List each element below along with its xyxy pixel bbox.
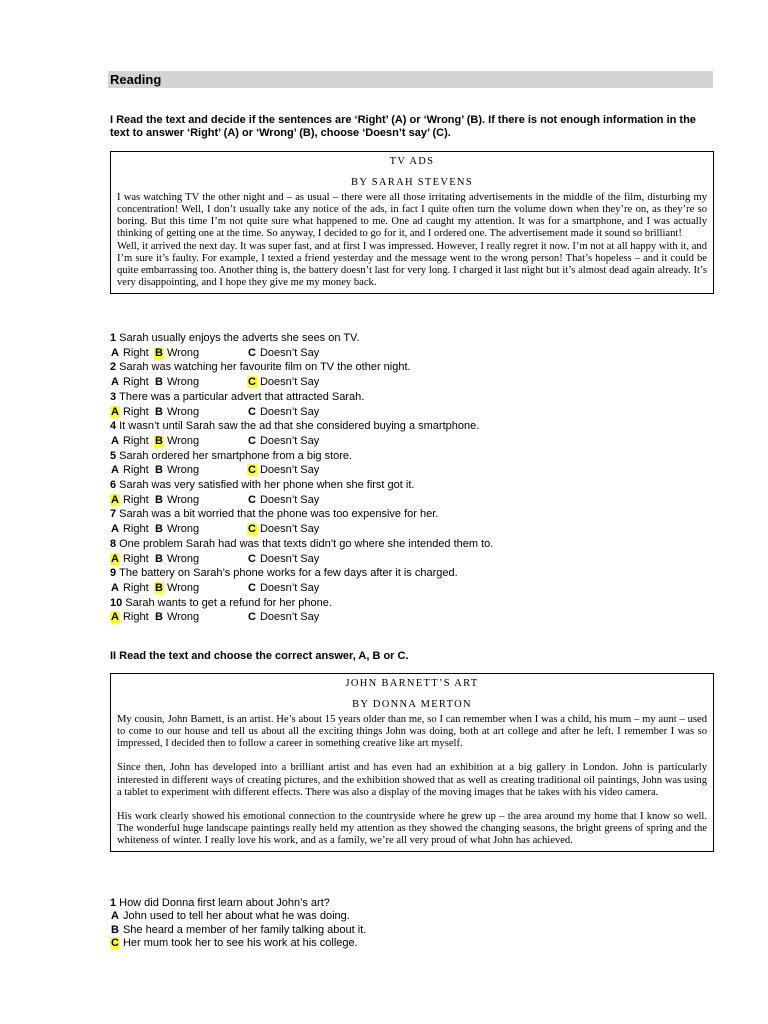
option-label: Right: [122, 493, 149, 506]
option-a[interactable]: [110, 375, 154, 390]
option-a[interactable]: [110, 463, 154, 478]
question-text: How did Donna first learn about John’s art?: [119, 897, 330, 909]
option-a[interactable]: [110, 434, 154, 449]
question-line: [110, 596, 715, 611]
option-a[interactable]: [110, 346, 154, 361]
answer-options: [110, 434, 715, 449]
option-letter: A: [111, 581, 119, 594]
option-letter: C: [248, 581, 256, 594]
john-barnett-title: JOHN BARNETT’S ART: [345, 678, 479, 689]
option-c[interactable]: [247, 463, 319, 478]
option-text: She heard a member of her family talking about it.: [122, 923, 367, 936]
option-label: Doesn’t Say: [259, 493, 320, 506]
answer-options: [110, 493, 715, 508]
option-c[interactable]: [247, 552, 319, 567]
answer-options: [110, 610, 715, 625]
option-letter: A: [111, 434, 119, 447]
question-text: The battery on Sarah’s phone works for a few days after it is charged.: [119, 567, 458, 580]
question-number: 2: [110, 361, 117, 374]
option-label: Right: [122, 581, 149, 594]
option-c[interactable]: [247, 610, 319, 625]
option-letter: A: [111, 464, 119, 477]
option-letter: B: [155, 346, 163, 359]
option-letter: B: [155, 611, 163, 624]
question-line: [110, 390, 715, 405]
john-barnett-paragraph: My cousin, John Barnett, is an artist. He’s about 15 years older than me, so I can remember when I was a child, his mum – my aunt – used to come to our house and tell us about all the exciting things John was doing, both at art college and after he left. I remember I was so impressed, I decided then to follow a career in something creative like art myself.: [117, 714, 707, 750]
option-a[interactable]: [110, 910, 715, 923]
option-b[interactable]: [110, 924, 715, 937]
answer-options: [110, 910, 715, 950]
question-number: 9: [110, 567, 117, 580]
option-letter: A: [111, 405, 119, 418]
question-text: Sarah ordered her smartphone from a big store.: [119, 449, 353, 462]
question-line: [110, 331, 715, 346]
option-label: Right: [122, 376, 149, 389]
part1-instruction: I Read the text and decide if the sentences are ‘Right’ (A) or ‘Wrong’ (B). If there is not enough information in the text to answer ‘Right’ (A) or ‘Wrong’ (B), choose ‘Doesn’t say’ (C).: [110, 114, 696, 139]
option-letter: A: [111, 493, 119, 506]
option-letter: B: [155, 405, 163, 418]
option-label: Right: [122, 346, 149, 359]
option-label: Wrong: [166, 434, 200, 447]
option-text: Her mum took her to see his work at his college.: [122, 936, 358, 949]
option-letter: B: [155, 493, 163, 506]
question-number: 10: [110, 596, 123, 609]
question-number: 1: [110, 332, 117, 344]
option-label: Doesn’t Say: [259, 581, 320, 594]
option-label: Wrong: [166, 346, 200, 359]
option-label: Wrong: [166, 552, 200, 565]
option-c[interactable]: [247, 434, 319, 449]
question-line: [110, 419, 715, 434]
answer-options: [110, 581, 715, 596]
question-line: [110, 897, 715, 910]
john-barnett-author: BY DONNA MERTON: [352, 699, 472, 711]
option-a[interactable]: [110, 610, 154, 625]
option-letter: B: [111, 923, 119, 936]
option-letter: C: [248, 346, 256, 359]
option-label: Doesn’t Say: [259, 523, 320, 536]
question-text: Sarah was watching her favourite film on TV the other night.: [119, 361, 411, 374]
option-letter: A: [111, 611, 119, 624]
question-text: It wasn’t until Sarah saw the ad that she considered buying a smartphone.: [119, 420, 480, 433]
question-number: 3: [110, 390, 117, 403]
question-line: [110, 566, 715, 581]
option-letter: B: [155, 552, 163, 565]
option-label: Doesn’t Say: [259, 346, 320, 359]
option-c[interactable]: [247, 346, 319, 361]
option-b[interactable]: [154, 375, 247, 390]
option-letter: B: [155, 434, 163, 447]
question-line: [110, 478, 715, 493]
option-label: Right: [122, 434, 149, 447]
option-label: Doesn’t Say: [259, 405, 320, 418]
option-b[interactable]: [154, 552, 247, 567]
option-label: Wrong: [166, 405, 200, 418]
option-label: Doesn’t Say: [259, 464, 320, 477]
option-letter: B: [155, 464, 163, 477]
option-label: Right: [122, 464, 149, 477]
answer-options: [110, 463, 715, 478]
option-letter: A: [111, 552, 119, 565]
tv-ads-author: BY SARAH STEVENS: [351, 177, 473, 189]
question-text: Sarah was a bit worried that the phone was too expensive for her.: [119, 508, 439, 521]
question-text: There was a particular advert that attracted Sarah.: [119, 390, 365, 403]
option-label: Wrong: [166, 464, 200, 477]
option-letter: C: [248, 611, 256, 624]
option-letter: B: [155, 376, 163, 389]
question-text: Sarah wants to get a refund for her phone.: [125, 596, 332, 609]
option-letter: C: [248, 434, 256, 447]
question-number: 5: [110, 449, 117, 462]
option-letter: A: [111, 376, 119, 389]
option-letter: C: [248, 493, 256, 506]
option-c[interactable]: [247, 522, 319, 537]
answer-options: [110, 405, 715, 420]
part2-instruction: II Read the text and choose the correct answer, A, B or C.: [110, 650, 409, 662]
question-number: 4: [110, 420, 117, 433]
option-letter: A: [111, 523, 119, 536]
option-b[interactable]: [154, 581, 247, 596]
option-label: Doesn’t Say: [259, 611, 320, 624]
option-label: Wrong: [166, 581, 200, 594]
option-label: Right: [122, 611, 149, 624]
option-a[interactable]: [110, 552, 154, 567]
option-a[interactable]: [110, 405, 154, 420]
option-letter: C: [111, 936, 119, 949]
option-b[interactable]: [154, 434, 247, 449]
part1-question-list: [110, 331, 715, 625]
option-label: Right: [122, 552, 149, 565]
option-label: Right: [122, 523, 149, 536]
question-line: [110, 537, 715, 552]
tv-ads-paragraph: Well, it arrived the next day. It was super fast, and at first I was impressed. However, I really regret it now. I’m not at all happy with it, and I’m sure it’s faulty. For example, I texted a friend yesterday and the message went to the wrong person! That’s hopeless – and it could be quite embarrassing too. Another thing is, the battery doesn’t last for very long. I charged it last night but it’s almost dead again already. It’s very disappointing, and I hope they give me my money back.: [117, 240, 707, 288]
question-text: One problem Sarah had was that texts didn’t go where she intended them to.: [119, 537, 494, 550]
option-b[interactable]: [154, 463, 247, 478]
option-b[interactable]: [154, 346, 247, 361]
option-c[interactable]: [247, 581, 319, 596]
john-barnett-paragraph: His work clearly showed his emotional connection to the countryside where he grew up – the area around my home that I know so well. The wonderful huge landscape paintings really held my attention as they showed the changing seasons, the bright greens of spring and the whiteness of winter. I really love his work, and as a family, we’re all very proud of what John has achieved.: [117, 810, 707, 846]
option-letter: C: [248, 376, 256, 389]
question-number: 1: [110, 897, 117, 909]
option-label: Doesn’t Say: [259, 552, 320, 565]
option-label: Doesn’t Say: [259, 434, 320, 447]
option-c[interactable]: [247, 493, 319, 508]
option-c[interactable]: [247, 375, 319, 390]
answer-options: [110, 346, 715, 361]
option-text: John used to tell her about what he was doing.: [122, 910, 350, 923]
question-number: 8: [110, 537, 117, 550]
option-letter: C: [248, 523, 256, 536]
answer-options: [110, 552, 715, 567]
option-letter: B: [155, 581, 163, 594]
question-number: 6: [110, 479, 117, 492]
option-label: Wrong: [166, 376, 200, 389]
option-letter: C: [248, 405, 256, 418]
option-letter: C: [248, 464, 256, 477]
part2-question: [110, 897, 715, 950]
option-b[interactable]: [154, 610, 247, 625]
answer-options: [110, 375, 715, 390]
option-b[interactable]: [154, 493, 247, 508]
question-text: Sarah usually enjoys the adverts she sees on TV.: [119, 332, 360, 344]
answer-options: [110, 522, 715, 537]
option-label: Wrong: [166, 493, 200, 506]
option-letter: A: [111, 910, 119, 923]
option-letter: C: [248, 552, 256, 565]
option-b[interactable]: [154, 405, 247, 420]
option-letter: B: [155, 523, 163, 536]
option-a[interactable]: [110, 581, 154, 596]
question-text: Sarah was very satisfied with her phone when she first got it.: [119, 479, 415, 492]
option-a[interactable]: [110, 493, 154, 508]
option-letter: A: [111, 346, 119, 359]
tv-ads-paragraph: I was watching TV the other night and – as usual – there were all those irritating advertisements in the middle of the film, disturbing my concentration! Well, I don’t usually take any notice of the ads, in fact I quite often turn the volume down when they’re on, as they’re so boring. But this time I’m not quite sure what happened to me. One ad caught my attention. It was for a smartphone, and I was actually thinking of getting one at the time. So anyway, I decided to go for it, and I ordered one. The advertisement made it sound so brilliant!: [117, 192, 707, 240]
option-label: Doesn’t Say: [259, 376, 320, 389]
option-a[interactable]: [110, 522, 154, 537]
question-line: [110, 507, 715, 522]
question-line: [110, 449, 715, 464]
option-c[interactable]: [110, 937, 715, 950]
tv-ads-title: TV ADS: [389, 156, 435, 167]
option-b[interactable]: [154, 522, 247, 537]
option-label: Wrong: [166, 611, 200, 624]
tv-ads-text-box: [110, 151, 714, 294]
option-c[interactable]: [247, 405, 319, 420]
question-number: 7: [110, 508, 117, 521]
section-title: Reading: [108, 71, 713, 88]
option-label: Wrong: [166, 523, 200, 536]
question-line: [110, 360, 715, 375]
john-barnett-paragraph: Since then, John has developed into a brilliant artist and has even had an exhibition at a big gallery in London. John is particularly interested in different ways of creating pictures, and the exhibition showed that as well as creating traditional oil paintings, John was using a tablet to experiment with different effects. There was also a display of the moving images that he takes with his video camera.: [117, 762, 707, 798]
option-label: Right: [122, 405, 149, 418]
john-barnett-text-box: [110, 673, 714, 852]
